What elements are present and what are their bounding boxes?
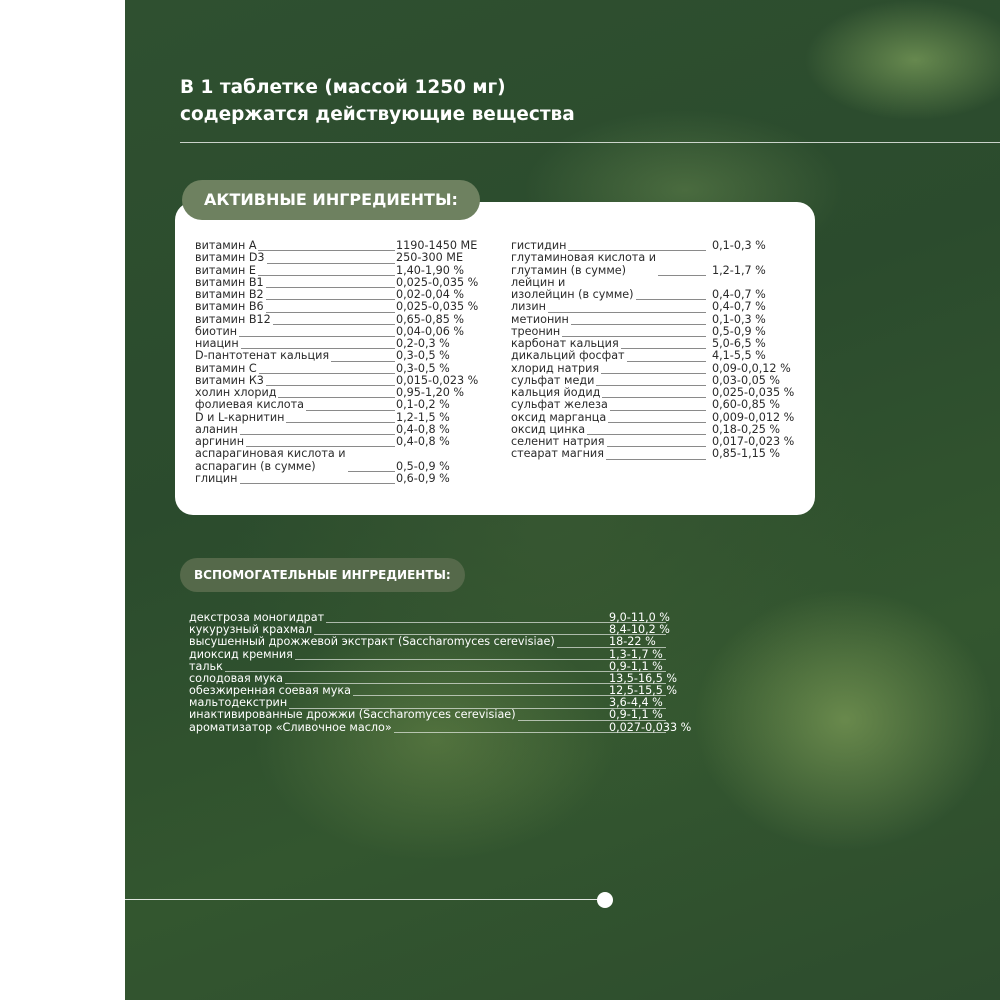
leader-line — [258, 250, 395, 251]
ingredient-name-line: лизин — [511, 300, 546, 314]
leader-line — [266, 312, 395, 313]
ingredient-row — [189, 710, 709, 722]
leader-line — [348, 471, 395, 472]
ingredient-row — [195, 399, 505, 411]
ingredient-name-line: глицин — [195, 471, 238, 485]
ingredient-name-line: инактивированные дрожжи (Saccharomyces cerevisiae) — [189, 708, 516, 722]
ingredient-value: 0,65-0,85 % — [396, 312, 465, 326]
ingredient-name-line: холин хлорид — [195, 386, 277, 399]
ingredient-name-line: фолиевая кислота — [195, 398, 304, 412]
bottom-divider — [125, 899, 605, 900]
ingredient-row — [195, 350, 505, 362]
ingredient-value: 1,3-1,7 % — [609, 647, 663, 661]
ingredient-value: 0,95-1,20 % — [396, 386, 465, 399]
ingredient-name — [511, 314, 569, 326]
top-divider — [180, 142, 1000, 143]
ingredient-row — [511, 252, 811, 277]
leader-line — [602, 397, 706, 398]
ingredient-value: 0,017-0,023 % — [712, 435, 795, 448]
ingredient-value: 12,5-15,5 % — [609, 684, 678, 698]
ingredient-value: 5,0-6,5 % — [712, 337, 766, 350]
ingredient-name-line: обезжиренная соевая мука — [189, 684, 351, 698]
leader-line — [548, 312, 706, 313]
ingredient-name-line: кальция йодид — [511, 386, 601, 399]
ingredient-value: 0,03-0,05 % — [712, 373, 781, 387]
ingredient-row — [195, 314, 505, 326]
ingredient-value: 0,02-0,04 % — [396, 288, 465, 301]
background-panel — [125, 0, 1000, 1000]
ingredient-name — [189, 636, 555, 648]
ingredient-name — [511, 363, 599, 375]
ingredient-value: 0,3-0,5 % — [396, 361, 450, 375]
leader-line — [306, 410, 395, 411]
ingredient-name — [511, 301, 546, 313]
ingredient-name-line: витамин В2 — [195, 288, 264, 301]
ingredient-name — [195, 399, 304, 411]
ingredient-name-line: тальк — [189, 659, 223, 673]
ingredient-value: 0,009-0,012 % — [712, 410, 795, 424]
ingredient-name — [189, 709, 516, 721]
ingredient-value: 0,3-0,5 % — [396, 349, 450, 363]
ingredient-name — [195, 252, 265, 264]
leader-line — [286, 422, 395, 423]
ingredient-name-line: селенит натрия — [511, 435, 605, 448]
ingredient-name — [195, 363, 257, 375]
leader-line — [266, 385, 395, 386]
ingredient-row — [189, 722, 709, 734]
ingredient-name-line: кукурузный крахмал — [189, 623, 313, 637]
ingredient-row — [189, 649, 709, 661]
leader-line — [607, 446, 706, 447]
ingredient-row — [195, 301, 505, 313]
ingredient-value: 0,9-1,1 % — [609, 708, 663, 722]
leader-line — [240, 434, 395, 435]
ingredient-value: 0,2-0,3 % — [396, 337, 450, 350]
ingredient-name — [195, 448, 346, 473]
ingredient-name-line: D и L-карнитин — [195, 410, 285, 424]
ingredient-name-line: D-пантотенат кальция — [195, 349, 330, 363]
ingredient-name — [511, 277, 634, 302]
ingredient-name-line: хлорид натрия — [511, 361, 600, 375]
ingredient-value: 1190-1450 МЕ — [396, 239, 478, 252]
active-ingredients-list-right — [511, 240, 811, 461]
ingredient-row — [511, 363, 811, 375]
leader-line — [240, 483, 396, 484]
ingredient-value: 0,4-0,8 % — [396, 435, 450, 448]
ingredient-value: 0,1-0,2 % — [396, 398, 450, 412]
ingredient-name-line: оксид марганца — [511, 410, 607, 424]
ingredient-value: 0,6-0,9 % — [396, 471, 450, 485]
title-line-2: содержатся действующие вещества — [180, 104, 575, 125]
leader-line — [225, 671, 666, 672]
leader-line — [608, 422, 706, 423]
ingredient-name-line: диоксид кремния — [189, 647, 293, 661]
page-title — [180, 74, 880, 128]
ingredient-value: 0,5-0,9 % — [396, 459, 450, 473]
ingredient-name — [195, 412, 284, 424]
ingredient-name-line: аргинин — [195, 435, 245, 448]
ingredient-value: 0,85-1,15 % — [712, 447, 781, 461]
ingredient-value: 0,015-0,023 % — [396, 373, 479, 387]
leader-line — [587, 434, 706, 435]
ingredient-value: 0,025-0,035 % — [396, 275, 479, 289]
ingredient-name-line: витамин D3 — [195, 251, 265, 265]
ingredient-value: 0,5-0,9 % — [712, 324, 766, 338]
leader-line — [259, 373, 395, 374]
ingredient-row — [195, 412, 505, 424]
ingredient-row — [511, 399, 811, 411]
ingredient-row — [511, 301, 811, 313]
leader-line — [636, 299, 706, 300]
ingredient-name — [189, 649, 293, 661]
ingredient-name-line: ниацин — [195, 337, 239, 350]
leader-line — [267, 263, 395, 264]
ingredient-name-line: ароматизатор «Сливочное масло» — [189, 720, 392, 734]
ingredient-name-line: треонин — [511, 324, 561, 338]
auxiliary-ingredients-badge: ВСПОМОГАТЕЛЬНЫЕ ИНГРЕДИЕНТЫ: — [180, 558, 465, 592]
ingredient-name-line: биотин — [195, 324, 238, 338]
ingredient-name-line: витамин Е — [195, 263, 256, 277]
ingredient-name-line: высушенный дрожжевой экстракт (Saccharomyces cerevisiae) — [189, 635, 555, 649]
leader-line — [266, 299, 395, 300]
active-ingredients-badge: АКТИВНЫЕ ИНГРЕДИЕНТЫ: — [182, 180, 480, 220]
ingredient-name-line: изолейцин (в сумме) — [511, 288, 634, 301]
ingredient-value: 0,4-0,7 % — [712, 300, 766, 314]
divider-end-dot — [597, 892, 613, 908]
leader-line — [658, 275, 706, 276]
ingredient-name-line: мальтодекстрин — [189, 696, 288, 710]
leader-line — [239, 336, 395, 337]
ingredient-row — [195, 363, 505, 375]
ingredient-row — [511, 448, 811, 460]
ingredient-value: 0,025-0,035 % — [396, 300, 479, 314]
ingredient-row — [195, 326, 505, 338]
ingredient-name — [195, 265, 256, 277]
ingredient-row — [189, 636, 709, 648]
ingredient-value: 1,40-1,90 % — [396, 263, 465, 277]
ingredient-value: 4,1-5,5 % — [712, 349, 766, 363]
ingredient-row — [511, 350, 811, 362]
title-line-1: В 1 таблетке (массой 1250 мг) — [180, 77, 506, 98]
ingredient-name-line: метионин — [511, 312, 569, 326]
ingredient-name-line: аспарагин (в сумме) — [195, 459, 316, 473]
ingredient-name-line: глутамин (в сумме) — [511, 263, 627, 277]
ingredient-value: 18-22 % — [609, 635, 656, 649]
ingredient-name — [511, 399, 608, 411]
ingredient-row — [511, 277, 811, 302]
ingredient-name-line: витамин К3 — [195, 373, 264, 387]
ingredient-value: 0,027-0,033 % — [609, 720, 692, 734]
ingredient-row — [511, 314, 811, 326]
ingredient-value: 1,2-1,5 % — [396, 410, 450, 424]
ingredient-value: 0,18-0,25 % — [712, 422, 781, 436]
ingredient-name-line: оксид цинка — [511, 422, 586, 436]
ingredient-name-line: карбонат кальция — [511, 337, 619, 350]
ingredient-value: 0,4-0,7 % — [712, 288, 766, 301]
ingredient-row — [195, 252, 505, 264]
leader-line — [266, 287, 395, 288]
ingredient-name-line: аспарагиновая кислота и — [195, 447, 346, 461]
ingredient-value: 0,025-0,035 % — [712, 386, 795, 399]
ingredient-row — [195, 448, 505, 473]
ingredient-name-line: витамин С — [195, 361, 257, 375]
ingredient-value: 0,4-0,8 % — [396, 422, 450, 436]
ingredient-name — [189, 722, 392, 734]
ingredient-name — [511, 350, 625, 362]
ingredient-name — [195, 301, 264, 313]
ingredient-value: 9,0-11,0 % — [609, 610, 670, 624]
ingredient-name-line: декстроза моногидрат — [189, 610, 325, 624]
ingredient-name — [511, 448, 604, 460]
ingredient-value: 0,60-0,85 % — [712, 398, 781, 412]
auxiliary-ingredients-list — [189, 612, 709, 734]
ingredient-name-line: сульфат железа — [511, 398, 608, 412]
ingredient-row — [195, 265, 505, 277]
ingredient-name — [195, 314, 271, 326]
ingredient-name-line: витамин А — [195, 239, 257, 252]
ingredient-name — [195, 473, 238, 485]
ingredient-name-line: сульфат меди — [511, 373, 595, 387]
ingredient-row — [511, 412, 811, 424]
ingredient-value: 0,9-1,1 % — [609, 659, 663, 673]
ingredient-name-line: дикальций фосфат — [511, 349, 625, 363]
leader-line — [601, 373, 706, 374]
ingredient-value: 0,04-0,06 % — [396, 324, 465, 338]
ingredient-name-line: витамин В12 — [195, 312, 271, 326]
ingredient-value: 13,5-16,5 % — [609, 671, 678, 685]
ingredient-name-line: солодовая мука — [189, 671, 283, 685]
leader-line — [273, 324, 395, 325]
ingredient-value: 250-300 МЕ — [396, 251, 464, 265]
leader-line — [331, 361, 395, 362]
ingredient-name — [195, 350, 329, 362]
ingredient-value: 0,1-0,3 % — [712, 239, 766, 252]
leader-line — [627, 361, 706, 362]
ingredient-name-line: стеарат магния — [511, 447, 604, 461]
ingredient-name-line: аланин — [195, 422, 238, 436]
leader-line — [571, 324, 706, 325]
ingredient-value: 3,6-4,4 % — [609, 696, 663, 710]
ingredient-name-line: гистидин — [511, 239, 567, 252]
ingredient-value: 8,4-10,2 % — [609, 623, 670, 637]
leader-line — [610, 410, 706, 411]
leader-line — [258, 275, 395, 276]
ingredient-name — [511, 252, 656, 277]
ingredient-value: 0,1-0,3 % — [712, 312, 766, 326]
active-ingredients-list-left — [195, 240, 505, 485]
ingredient-value: 0,09-0,0,12 % — [712, 361, 791, 375]
ingredient-name — [511, 412, 606, 424]
leader-line — [596, 385, 706, 386]
ingredient-name-line: витамин В1 — [195, 275, 264, 289]
ingredient-name-line: лейцин и — [511, 275, 566, 289]
ingredient-row — [195, 473, 505, 485]
ingredient-name-line: витамин В6 — [195, 300, 264, 314]
leader-line — [621, 348, 706, 349]
ingredient-value: 1,2-1,7 % — [712, 263, 766, 277]
ingredient-name-line: глутаминовая кислота и — [511, 251, 657, 265]
leader-line — [606, 459, 706, 460]
